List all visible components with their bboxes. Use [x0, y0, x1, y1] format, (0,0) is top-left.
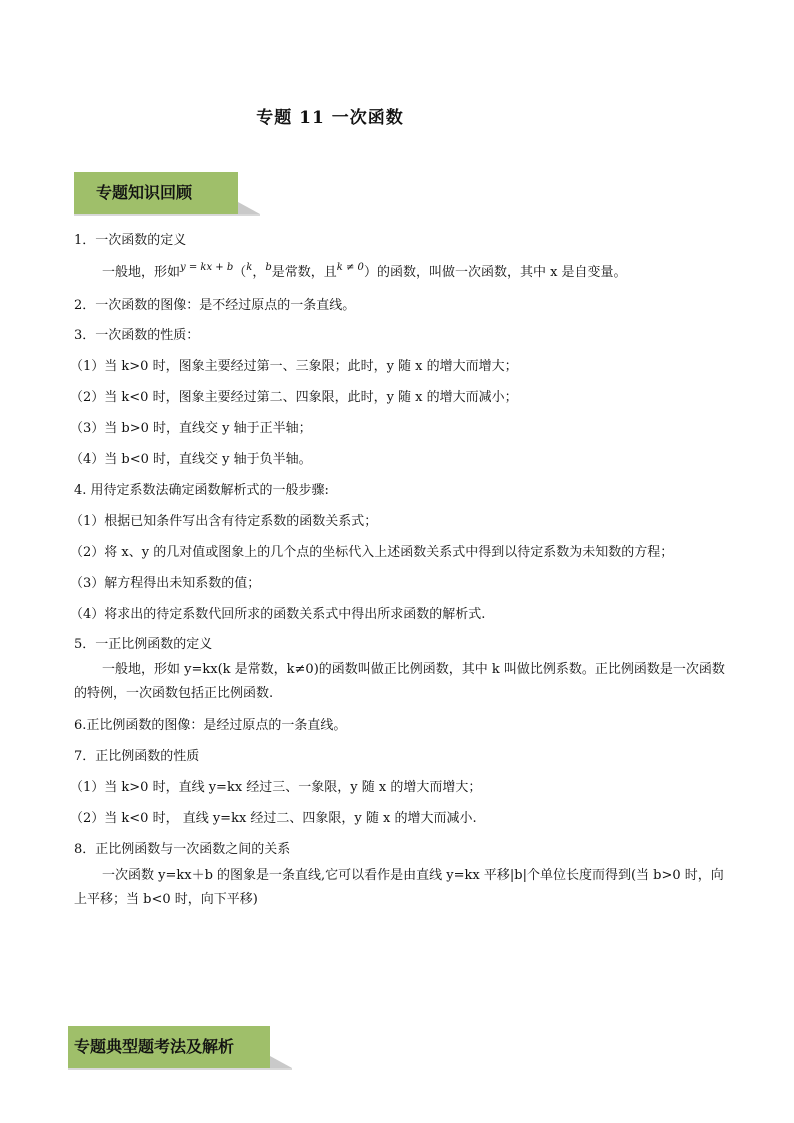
- s3-item: （4）当 b<0 时，直线交 y 轴于负半轴。: [70, 452, 312, 467]
- s5-heading: 5．一正比例函数的定义: [74, 637, 213, 652]
- s4-heading: 4. 用待定系数法确定函数解析式的一般步骤:: [74, 483, 329, 498]
- banner-label: 专题典型题考法及解析: [68, 1026, 270, 1068]
- formula-y-kx-b: y = kx + b: [180, 262, 234, 273]
- s4-item: （4）将求出的待定系数代回所求的函数关系式中得出所求函数的解析式.: [70, 607, 486, 622]
- banner-tail: [270, 1056, 292, 1068]
- formula-k: k: [246, 262, 253, 273]
- s3-item: （2）当 k<0 时，图象主要经过第二、四象限，此时，y 随 x 的增大而减小；: [70, 390, 518, 405]
- s4-item: （2）将 x、y 的几对值或图象上的几个点的坐标代入上述函数关系式中得到以待定系数为未知数的方程；: [70, 545, 674, 560]
- knowledge-content: [70, 232, 729, 912]
- s8-heading: 8．正比例函数与一次函数之间的关系: [74, 842, 291, 857]
- s5-body: 一般地，形如 y=kx(k 是常数，k≠0)的函数叫做正比例函数，其中 k 叫做比例系数。正比例函数是一次函数的特例，一次函数包括正比例函数.: [74, 662, 725, 701]
- s8-body: 一次函数 y=kx＋b 的图象是一条直线,它可以看作是由直线 y=kx 平移|b|个单位长度而得到(当 b>0 时，向上平移；当 b<0 时，向下平移): [74, 868, 724, 907]
- s3-item: （1）当 k>0 时，图象主要经过第一、三象限；此时，y 随 x 的增大而增大；: [70, 359, 518, 374]
- s7-item: （1）当 k>0 时，直线 y=kx 经过三、一象限，y 随 x 的增大而增大；: [70, 780, 482, 795]
- s3-heading: 3．一次函数的性质：: [74, 328, 200, 343]
- s1-definition: 一般地，形如$^{y = kx + b}$（$^k$，$^b$是常数，且$^{k \ne 0}$）的函数，叫做一次函数，其中 x 是自变量。: [102, 262, 627, 280]
- page-title: 专题 11 一次函数: [256, 108, 404, 128]
- s3-item: （3）当 b>0 时，直线交 y 轴于正半轴；: [70, 421, 312, 436]
- banner-label: 专题知识回顾: [74, 172, 238, 214]
- s4-item: （1）根据已知条件写出含有待定系数的函数关系式；: [70, 514, 378, 529]
- s7-item: （2）当 k<0 时， 直线 y=kx 经过二、四象限，y 随 x 的增大而减小.: [70, 811, 477, 826]
- formula-b: b: [265, 262, 272, 273]
- s1-heading: 1．一次函数的定义: [74, 233, 187, 248]
- s2-text: 2．一次函数的图像：是不经过原点的一条直线。: [74, 298, 356, 313]
- s6-text: 6.正比例函数的图像：是经过原点的一条直线。: [74, 718, 347, 733]
- banner-shadow: [68, 1068, 292, 1070]
- banner-shadow: [74, 214, 260, 216]
- s7-heading: 7．正比例函数的性质: [74, 749, 200, 764]
- s4-item: （3）解方程得出未知系数的值；: [70, 576, 261, 591]
- banner-tail: [238, 202, 260, 214]
- formula-k-neq-0: k ≠ 0: [336, 262, 364, 273]
